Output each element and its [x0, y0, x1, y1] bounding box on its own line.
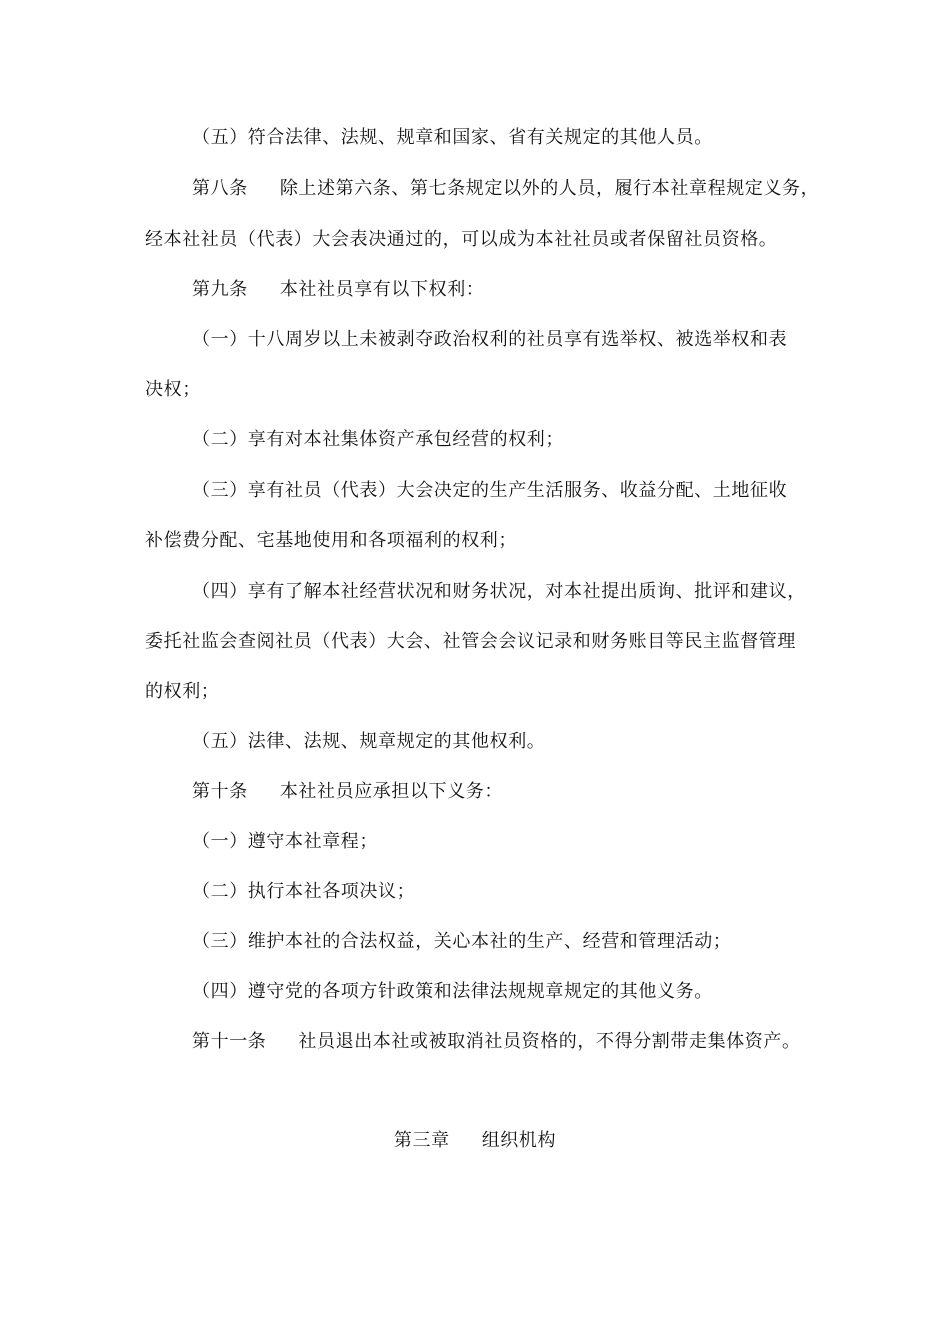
paragraph-line: 委托社监会查阅社员（代表）大会、社管会会议记录和财务账目等民主监督管理: [145, 631, 796, 652]
article-10-line: [192, 780, 857, 804]
article-text: 社员退出本社或被取消社员资格的，不得分割带走集体资产。: [298, 1031, 801, 1052]
article-8-line: [192, 177, 857, 201]
paragraph-line: （五）法律、法规、规章规定的其他权利。: [192, 731, 546, 752]
paragraph-line: 补偿费分配、宅基地使用和各项福利的权利；: [145, 530, 517, 551]
paragraph-line: 的权利；: [145, 681, 220, 702]
paragraph-line: （三）维护本社的合法权益，关心本社的生产、经营和管理活动；: [192, 931, 732, 952]
article-9-line: [192, 278, 857, 302]
article-text: 本社社员应承担以下义务：: [279, 781, 504, 802]
paragraph-line: （二）执行本社各项决议；: [192, 881, 416, 902]
article-text: 除上述第六条、第七条规定以外的人员，履行本社章程规定义务，: [279, 178, 820, 199]
article-number: 第九条: [192, 279, 248, 300]
paragraph-line: 决权；: [145, 379, 201, 400]
paragraph-line: （四）享有了解本社经营状况和财务状况，对本社提出质询、批评和建议，: [192, 581, 806, 602]
paragraph-line: （二）享有对本社集体资产承包经营的权利；: [192, 429, 564, 450]
article-text: 本社社员享有以下权利：: [279, 279, 485, 300]
paragraph-line: （五）符合法律、法规、规章和国家、省有关规定的其他人员。: [192, 127, 713, 148]
chapter-number: 第三章: [393, 1130, 450, 1151]
paragraph-line: （一）十八周岁以上未被剥夺政治权利的社员享有选举权、被选举权和表: [192, 329, 788, 350]
article-number: 第八条: [192, 178, 248, 199]
paragraph-line: （三）享有社员（代表）大会决定的生产生活服务、收益分配、土地征收: [192, 480, 788, 501]
paragraph-line: 经本社社员（代表）大会表决通过的，可以成为本社社员或者保留社员资格。: [145, 229, 778, 250]
article-number: 第十条: [192, 781, 248, 802]
paragraph-line: （一）遵守本社章程；: [192, 831, 378, 852]
chapter-title: 组织机构: [481, 1130, 557, 1151]
article-11-line: [192, 1030, 857, 1054]
chapter-heading: [0, 1129, 950, 1153]
paragraph-line: （四）遵守党的各项方针政策和法律法规规章规定的其他义务。: [192, 981, 713, 1002]
article-number: 第十一条: [192, 1031, 267, 1052]
